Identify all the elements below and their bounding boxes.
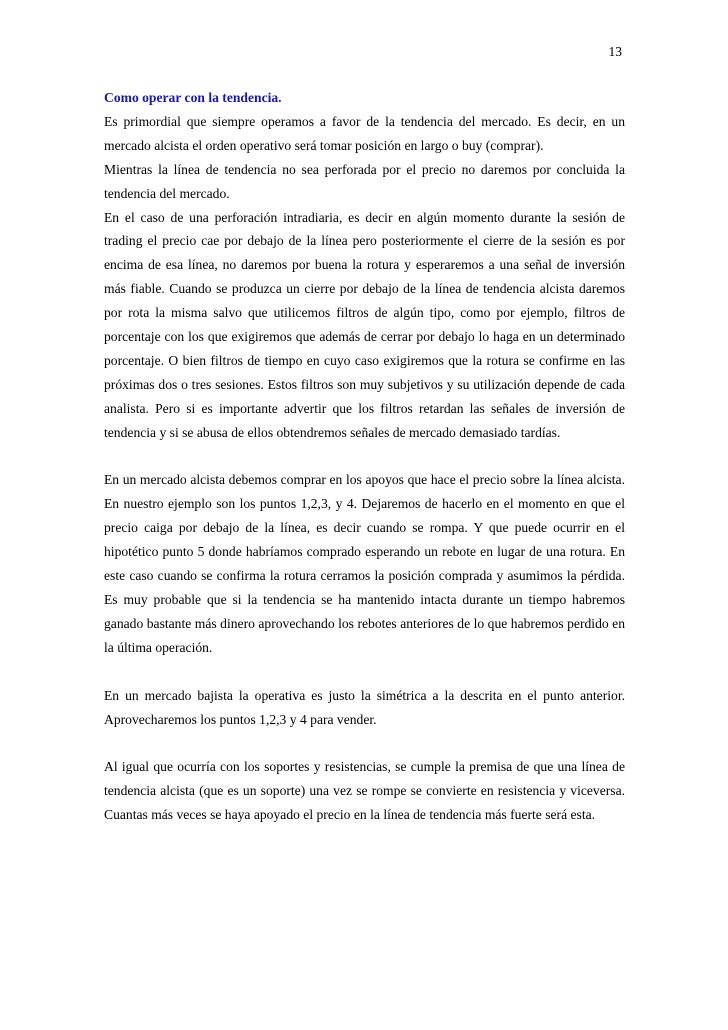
paragraph-bullish-market: En un mercado alcista debemos comprar en los apoyos que hace el precio sobre la línea alcista. En nuestro ejemplo son los puntos 1,2,3, y 4. Dejaremos de hacerlo en el momento en que el precio caiga por debajo de la línea, es decir cuando se rompa. Y que puede ocurrir en el hipotético punto 5 donde habríamos comprado esperando un rebote en lugar de una rotura. En este caso cuando se confirma la rotura cerramos la posición comprada y asumimos la pérdida. Es muy probable que si la tendencia se ha mantenido intacta durante un tiempo habremos ganado bastante más dinero aprovechando los rebotes anteriores de lo que habremos perdido en la última operación.: [104, 472, 625, 655]
paragraph-trendline-not-broken: Mientras la línea de tendencia no sea perforada por el precio no daremos por concluida la tendencia del mercado.: [104, 161, 625, 201]
paragraph-spacer: [104, 445, 625, 469]
paragraph-bearish-market: En un mercado bajista la operativa es justo la simétrica a la descrita en el punto anterior. Aprovecharemos los puntos 1,2,3 y 4 para vender.: [104, 687, 625, 727]
paragraph-intraday-penetration: En el caso de una perforación intradiaria, es decir en algún momento durante la sesión de trading el precio cae por debajo de la línea pero posteriormente el cierre de la sesión es por encima de esa línea, no daremos por buena la rotura y esperaremos a una señal de inversión más fiable. Cuando se produzca un cierre por debajo de la línea de tendencia alcista daremos por rota la misma salvo que utilicemos filtros de algún tipo, como por ejemplo, filtros de porcentaje con los que exigiremos que además de cerrar por debajo lo haga en un determinado porcentaje. O bien filtros de tiempo en cuyo caso exigiremos que la rotura se confirme en las próximas dos o tres sesiones. Estos filtros son muy subjetivos y su utilización depende de cada analista. Pero si es importante advertir que los filtros retardan las señales de inversión de tendencia y si se abusa de ellos obtendremos señales de mercado demasiado tardías.: [104, 209, 625, 440]
section-heading: Como operar con la tendencia.: [104, 90, 282, 105]
paragraph-operate-with-trend: Es primordial que siempre operamos a favor de la tendencia del mercado. Es decir, en un mercado alcista el orden operativo será tomar posición en largo o buy (comprar).: [104, 113, 625, 153]
page-number: 13: [608, 44, 622, 59]
document-body: [104, 86, 625, 827]
paragraph-spacer: [104, 660, 625, 684]
paragraph-support-resistance-premise: Al igual que ocurría con los soportes y resistencias, se cumple la premisa de que una línea de tendencia alcista (que es un soporte) una vez se rompe se convierte en resistencia y viceversa. Cuantas más veces se haya apoyado el precio en la línea de tendencia más fuerte será esta.: [104, 759, 625, 823]
paragraph-spacer: [104, 731, 625, 755]
